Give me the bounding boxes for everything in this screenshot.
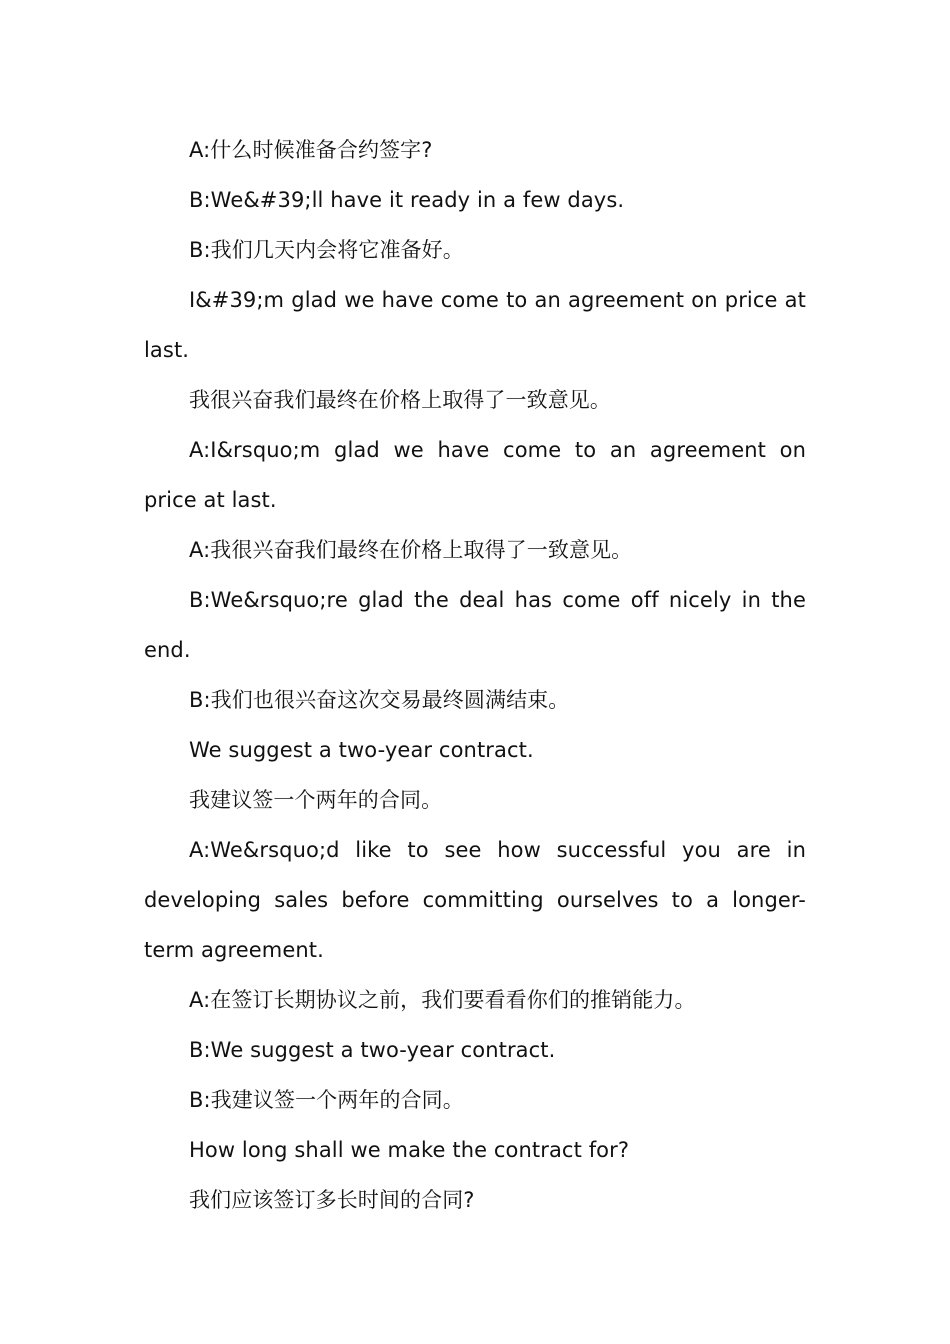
paragraph: B:We&rsquo;re glad the deal has come off nicely in the end. bbox=[144, 588, 806, 662]
paragraph: I&#39;m glad we have come to an agreement on price at last. bbox=[144, 288, 806, 362]
paragraph: A:I&rsquo;m glad we have come to an agreement on price at last. bbox=[144, 438, 806, 512]
paragraph: A:We&rsquo;d like to see how successful you are in developing sales before committing ourselves to a longer-term agreement. bbox=[144, 838, 806, 962]
paragraph: How long shall we make the contract for? bbox=[189, 1138, 630, 1162]
paragraph: B:我们也很兴奋这次交易最终圆满结束。 bbox=[189, 688, 570, 712]
paragraph: A:我很兴奋我们最终在价格上取得了一致意见。 bbox=[189, 538, 633, 562]
paragraph: A:在签订长期协议之前，我们要看看你们的推销能力。 bbox=[189, 988, 696, 1012]
paragraph: B:We suggest a two-year contract. bbox=[189, 1038, 556, 1062]
paragraph: A:什么时候准备合约签字? bbox=[189, 138, 433, 162]
paragraph: 我很兴奋我们最终在价格上取得了一致意见。 bbox=[189, 388, 611, 412]
document-body bbox=[144, 125, 806, 1225]
paragraph: We suggest a two-year contract. bbox=[189, 738, 534, 762]
paragraph: B:我建议签一个两年的合同。 bbox=[189, 1088, 464, 1112]
paragraph: B:我们几天内会将它准备好。 bbox=[189, 238, 464, 262]
paragraph: 我建议签一个两年的合同。 bbox=[189, 788, 443, 812]
paragraph: B:We&#39;ll have it ready in a few days. bbox=[189, 188, 625, 212]
paragraph: 我们应该签订多长时间的合同? bbox=[189, 1188, 475, 1212]
